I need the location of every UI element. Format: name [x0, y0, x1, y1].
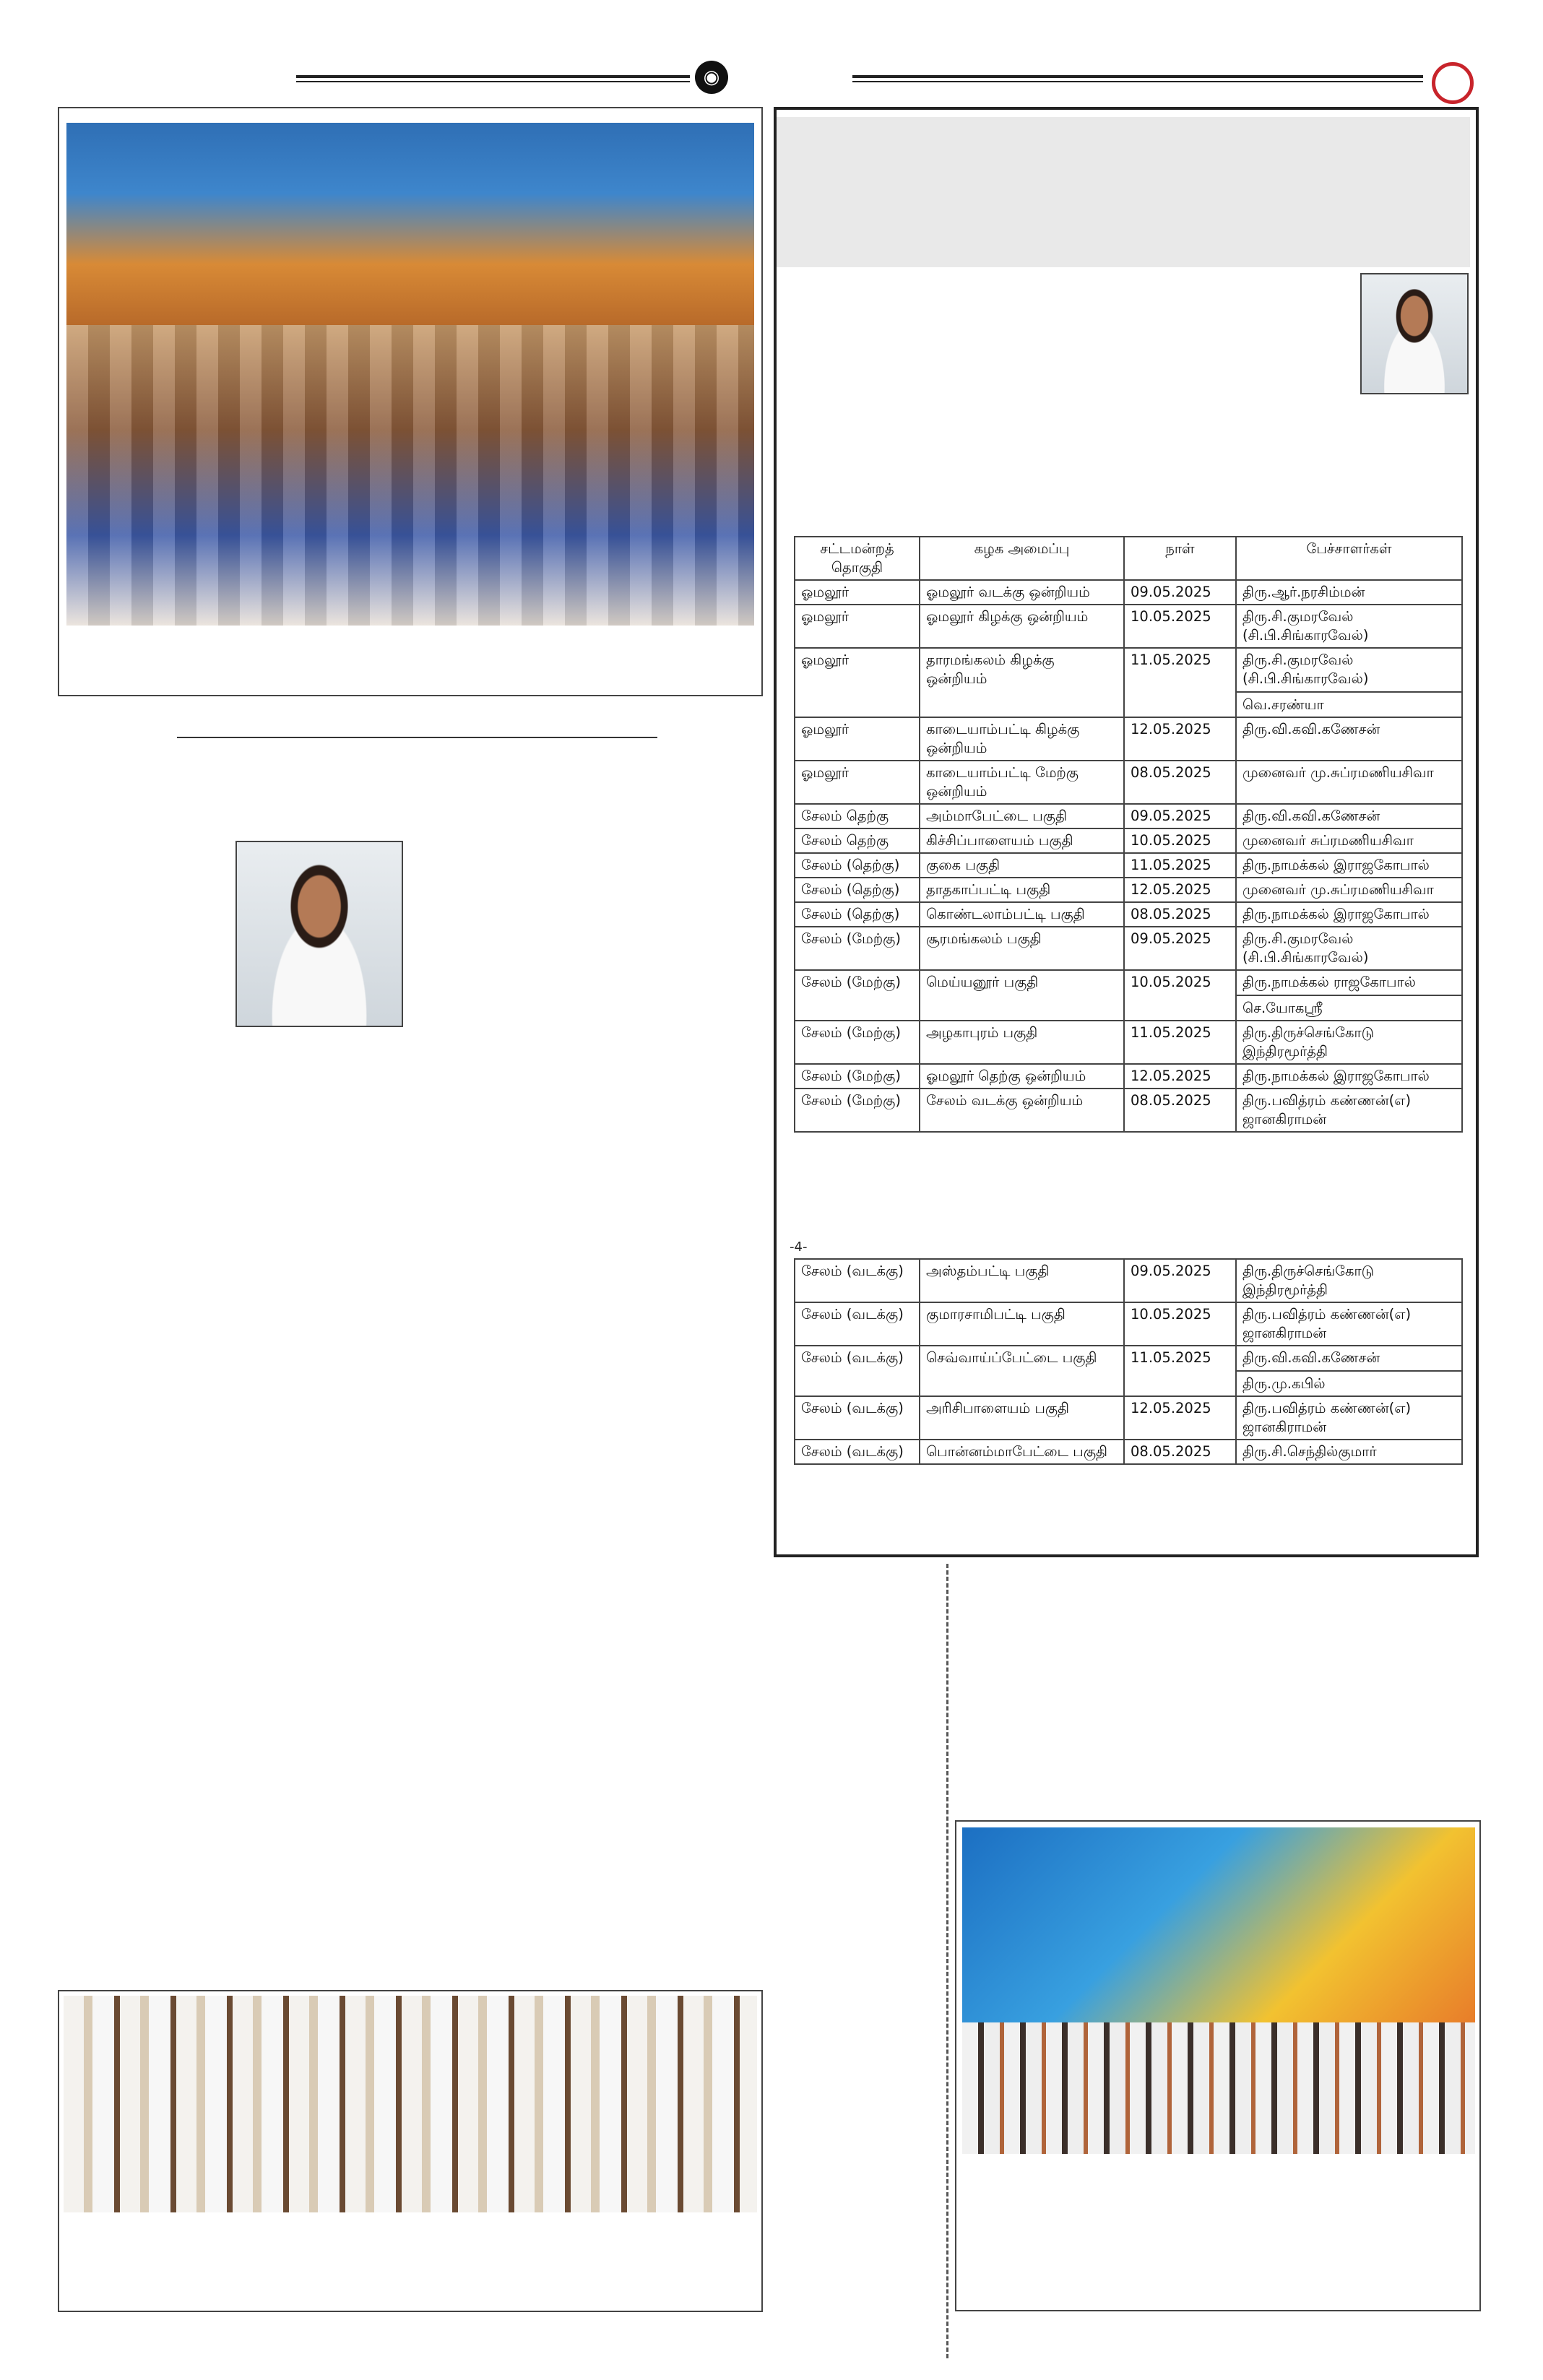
- table-row: [795, 927, 1462, 970]
- cell-constituency: சேலம் (மேற்கு): [795, 970, 920, 1021]
- cell-constituency: ஓமலூர்: [795, 648, 920, 717]
- cell-date: 11.05.2025: [1124, 1021, 1236, 1064]
- speaker-name: திரு.ஆர்.நரசிம்மன்: [1242, 584, 1365, 600]
- photo-speaker-stage: [962, 1827, 1475, 2022]
- speaker-name: திரு.வி.கவி.கணேசன்: [1242, 1349, 1380, 1366]
- cell-organisation: அஸ்தம்பட்டி பகுதி: [920, 1259, 1124, 1302]
- cell-constituency: சேலம் தெற்கு: [795, 828, 920, 853]
- col-header-constituency: சட்டமன்றத் தொகுதி: [795, 537, 920, 580]
- speaker-name: திரு.நாமக்கல் இராஜகோபால்: [1242, 857, 1430, 873]
- cell-speakers: [1236, 1302, 1462, 1346]
- page-number-ring-icon: [1432, 62, 1474, 104]
- table-row: [795, 804, 1462, 828]
- table-row: [795, 1021, 1462, 1064]
- speaker-name-secondary: வெ.சரண்யா: [1237, 691, 1461, 714]
- speaker-name: திரு.திருச்செங்கோடு இந்திரமூர்த்தி: [1242, 1263, 1375, 1298]
- table-row: [795, 1346, 1462, 1396]
- portrait-photo-left: [235, 841, 403, 1027]
- cell-speakers: [1236, 1064, 1462, 1089]
- cell-date: 10.05.2025: [1124, 1302, 1236, 1346]
- table-row: [795, 761, 1462, 804]
- cell-constituency: சேலம் (வடக்கு): [795, 1440, 920, 1464]
- cell-constituency: ஓமலூர்: [795, 717, 920, 761]
- schedule-box: [774, 107, 1479, 1557]
- photo-frame-bottom-left: [58, 1990, 763, 2312]
- cell-date: 09.05.2025: [1124, 927, 1236, 970]
- cell-speakers: [1236, 1259, 1462, 1302]
- cell-date: 08.05.2025: [1124, 761, 1236, 804]
- table-row: [795, 902, 1462, 927]
- table-row: [795, 878, 1462, 902]
- table-row: [795, 717, 1462, 761]
- cell-organisation: குகை பகுதி: [920, 853, 1124, 878]
- cell-date: 10.05.2025: [1124, 605, 1236, 648]
- speaker-name: திரு.நாமக்கல் இராஜகோபால்: [1242, 906, 1430, 922]
- cell-organisation: அரிசிபாளையம் பகுதி: [920, 1396, 1124, 1440]
- speaker-name: திரு.பவித்ரம் கண்ணன்(எ) ஜானகிராமன்: [1242, 1092, 1412, 1128]
- cell-organisation: சேலம் வடக்கு ஒன்றியம்: [920, 1089, 1124, 1132]
- cell-constituency: சேலம் (வடக்கு): [795, 1302, 920, 1346]
- cell-organisation: காடையாம்பட்டி மேற்கு ஒன்றியம்: [920, 761, 1124, 804]
- cell-speakers: [1236, 804, 1462, 828]
- speaker-name-secondary: செ.யோகஸ்ரீ: [1237, 995, 1461, 1018]
- cell-speakers: [1236, 1440, 1462, 1464]
- page-break-mark: -4-: [790, 1239, 808, 1255]
- table-row: [795, 1302, 1462, 1346]
- cell-organisation: ஓமலூர் கிழக்கு ஒன்றியம்: [920, 605, 1124, 648]
- table-row: [795, 605, 1462, 648]
- speaker-name: திரு.நாமக்கல் ராஜகோபால்: [1242, 974, 1416, 990]
- cell-speakers: [1236, 580, 1462, 605]
- cell-constituency: சேலம் (மேற்கு): [795, 1064, 920, 1089]
- cell-constituency: சேலம் (வடக்கு): [795, 1259, 920, 1302]
- cell-speakers: [1236, 761, 1462, 804]
- cell-date: 12.05.2025: [1124, 1396, 1236, 1440]
- elephant-emblem-icon: ◉: [695, 61, 728, 94]
- speaker-name: திரு.வி.கவி.கணேசன்: [1242, 721, 1380, 737]
- speaker-name: திரு.சி.குமரவேல் (சி.பி.சிங்காரவேல்): [1242, 608, 1369, 644]
- cell-speakers: [1236, 605, 1462, 648]
- table-row: [795, 1396, 1462, 1440]
- cell-speakers: [1236, 1021, 1462, 1064]
- cell-date: 10.05.2025: [1124, 828, 1236, 853]
- cell-speakers: [1236, 717, 1462, 761]
- cell-organisation: தாதகாப்பட்டி பகுதி: [920, 878, 1124, 902]
- cell-organisation: கொண்டலாம்பட்டி பகுதி: [920, 902, 1124, 927]
- cell-date: 08.05.2025: [1124, 1089, 1236, 1132]
- cell-date: 12.05.2025: [1124, 1064, 1236, 1089]
- cell-date: 08.05.2025: [1124, 902, 1236, 927]
- cell-date: 08.05.2025: [1124, 1440, 1236, 1464]
- table-row: [795, 648, 1462, 717]
- cell-constituency: ஓமலூர்: [795, 580, 920, 605]
- speaker-name: திரு.நாமக்கல் இராஜகோபால்: [1242, 1068, 1430, 1084]
- cell-constituency: ஓமலூர்: [795, 761, 920, 804]
- cell-speakers: [1236, 927, 1462, 970]
- column-divider-dashed: [946, 1564, 948, 2358]
- column-separator-line: [177, 737, 657, 738]
- schedule-table-continued: [794, 1258, 1463, 1465]
- cell-date: 11.05.2025: [1124, 648, 1236, 717]
- cell-organisation: அம்மாபேட்டை பகுதி: [920, 804, 1124, 828]
- speaker-name: திரு.பவித்ரம் கண்ணன்(எ) ஜானகிராமன்: [1242, 1400, 1412, 1435]
- cell-date: 11.05.2025: [1124, 853, 1236, 878]
- cell-constituency: சேலம் (வடக்கு): [795, 1396, 920, 1440]
- cell-speakers: [1236, 902, 1462, 927]
- table-row: [795, 580, 1462, 605]
- cell-constituency: சேலம் (தெற்கு): [795, 902, 920, 927]
- speaker-name: திரு.சி.குமரவேல் (சி.பி.சிங்காரவேல்): [1242, 930, 1369, 966]
- cell-speakers: [1236, 828, 1462, 853]
- cell-speakers: [1236, 853, 1462, 878]
- speaker-name: திரு.பவித்ரம் கண்ணன்(எ) ஜானகிராமன்: [1242, 1306, 1412, 1341]
- speaker-name: திரு.சி.குமரவேல் (சி.பி.சிங்காரவேல்): [1242, 652, 1369, 687]
- cell-constituency: சேலம் (வடக்கு): [795, 1346, 920, 1396]
- cell-organisation: தாரமங்கலம் கிழக்கு ஒன்றியம்: [920, 648, 1124, 717]
- col-header-date: நாள்: [1124, 537, 1236, 580]
- portrait-photo-right: [1360, 273, 1469, 394]
- speaker-name: முனைவர் மு.சுப்ரமணியசிவா: [1242, 881, 1434, 898]
- schedule-table: [794, 536, 1463, 1133]
- cell-speakers: [1236, 970, 1462, 1021]
- cell-speakers: [1236, 648, 1462, 717]
- cell-organisation: சூரமங்கலம் பகுதி: [920, 927, 1124, 970]
- cell-constituency: ஓமலூர்: [795, 605, 920, 648]
- cell-constituency: சேலம் (தெற்கு): [795, 878, 920, 902]
- photo-book-release: [66, 123, 754, 325]
- cell-date: 12.05.2025: [1124, 878, 1236, 902]
- cell-organisation: காடையாம்பட்டி கிழக்கு ஒன்றியம்: [920, 717, 1124, 761]
- cell-date: 09.05.2025: [1124, 804, 1236, 828]
- table-row: [795, 1259, 1462, 1302]
- photo-audience: [66, 325, 754, 626]
- photo-frame-top-left: [58, 107, 763, 696]
- table-row: [795, 1089, 1462, 1132]
- cell-constituency: சேலம் (மேற்கு): [795, 1021, 920, 1064]
- cell-constituency: சேலம் (மேற்கு): [795, 927, 920, 970]
- photo-hall-audience: [962, 2022, 1475, 2154]
- cell-organisation: மெய்யனூர் பகுதி: [920, 970, 1124, 1021]
- speaker-name: திரு.வி.கவி.கணேசன்: [1242, 808, 1380, 824]
- col-header-organisation: கழக அமைப்பு: [920, 537, 1124, 580]
- cell-speakers: [1236, 1089, 1462, 1132]
- cell-constituency: சேலம் (தெற்கு): [795, 853, 920, 878]
- cell-speakers: [1236, 1396, 1462, 1440]
- cell-constituency: சேலம் (மேற்கு): [795, 1089, 920, 1132]
- cell-speakers: [1236, 878, 1462, 902]
- header-rule-left: [296, 75, 690, 82]
- cell-organisation: அழகாபுரம் பகுதி: [920, 1021, 1124, 1064]
- cell-date: 12.05.2025: [1124, 717, 1236, 761]
- table-row: [795, 828, 1462, 853]
- cell-organisation: ஓமலூர் வடக்கு ஒன்றியம்: [920, 580, 1124, 605]
- speaker-name: முனைவர் மு.சுப்ரமணியசிவா: [1242, 764, 1434, 781]
- table-header-row: [795, 537, 1462, 580]
- speaker-name: திரு.சி.செந்தில்குமார்: [1242, 1443, 1377, 1460]
- speaker-name-secondary: திரு.மு.கபில்: [1237, 1370, 1461, 1393]
- photo-party-meeting: [64, 1996, 757, 2212]
- cell-date: 10.05.2025: [1124, 970, 1236, 1021]
- cell-organisation: பொன்னம்மாபேட்டை பகுதி: [920, 1440, 1124, 1464]
- table-row: [795, 1064, 1462, 1089]
- cell-constituency: சேலம் தெற்கு: [795, 804, 920, 828]
- cell-date: 11.05.2025: [1124, 1346, 1236, 1396]
- table-row: [795, 970, 1462, 1021]
- cell-organisation: கிச்சிப்பாளையம் பகுதி: [920, 828, 1124, 853]
- header-rule-right: [852, 75, 1423, 82]
- cell-date: 09.05.2025: [1124, 1259, 1236, 1302]
- cell-date: 09.05.2025: [1124, 580, 1236, 605]
- cell-organisation: ஓமலூர் தெற்கு ஒன்றியம்: [920, 1064, 1124, 1089]
- cell-organisation: செவ்வாய்ப்பேட்டை பகுதி: [920, 1346, 1124, 1396]
- table-row: [795, 1440, 1462, 1464]
- speaker-name: திரு.திருச்செங்கோடு இந்திரமூர்த்தி: [1242, 1024, 1375, 1060]
- cell-speakers: [1236, 1346, 1462, 1396]
- table-row: [795, 853, 1462, 878]
- headline-panel: [777, 117, 1470, 267]
- photo-frame-bottom-right: [955, 1820, 1481, 2311]
- col-header-speakers: பேச்சாளர்கள்: [1236, 537, 1462, 580]
- cell-organisation: குமாரசாமிபட்டி பகுதி: [920, 1302, 1124, 1346]
- speaker-name: முனைவர் சுப்ரமணியசிவா: [1242, 832, 1414, 849]
